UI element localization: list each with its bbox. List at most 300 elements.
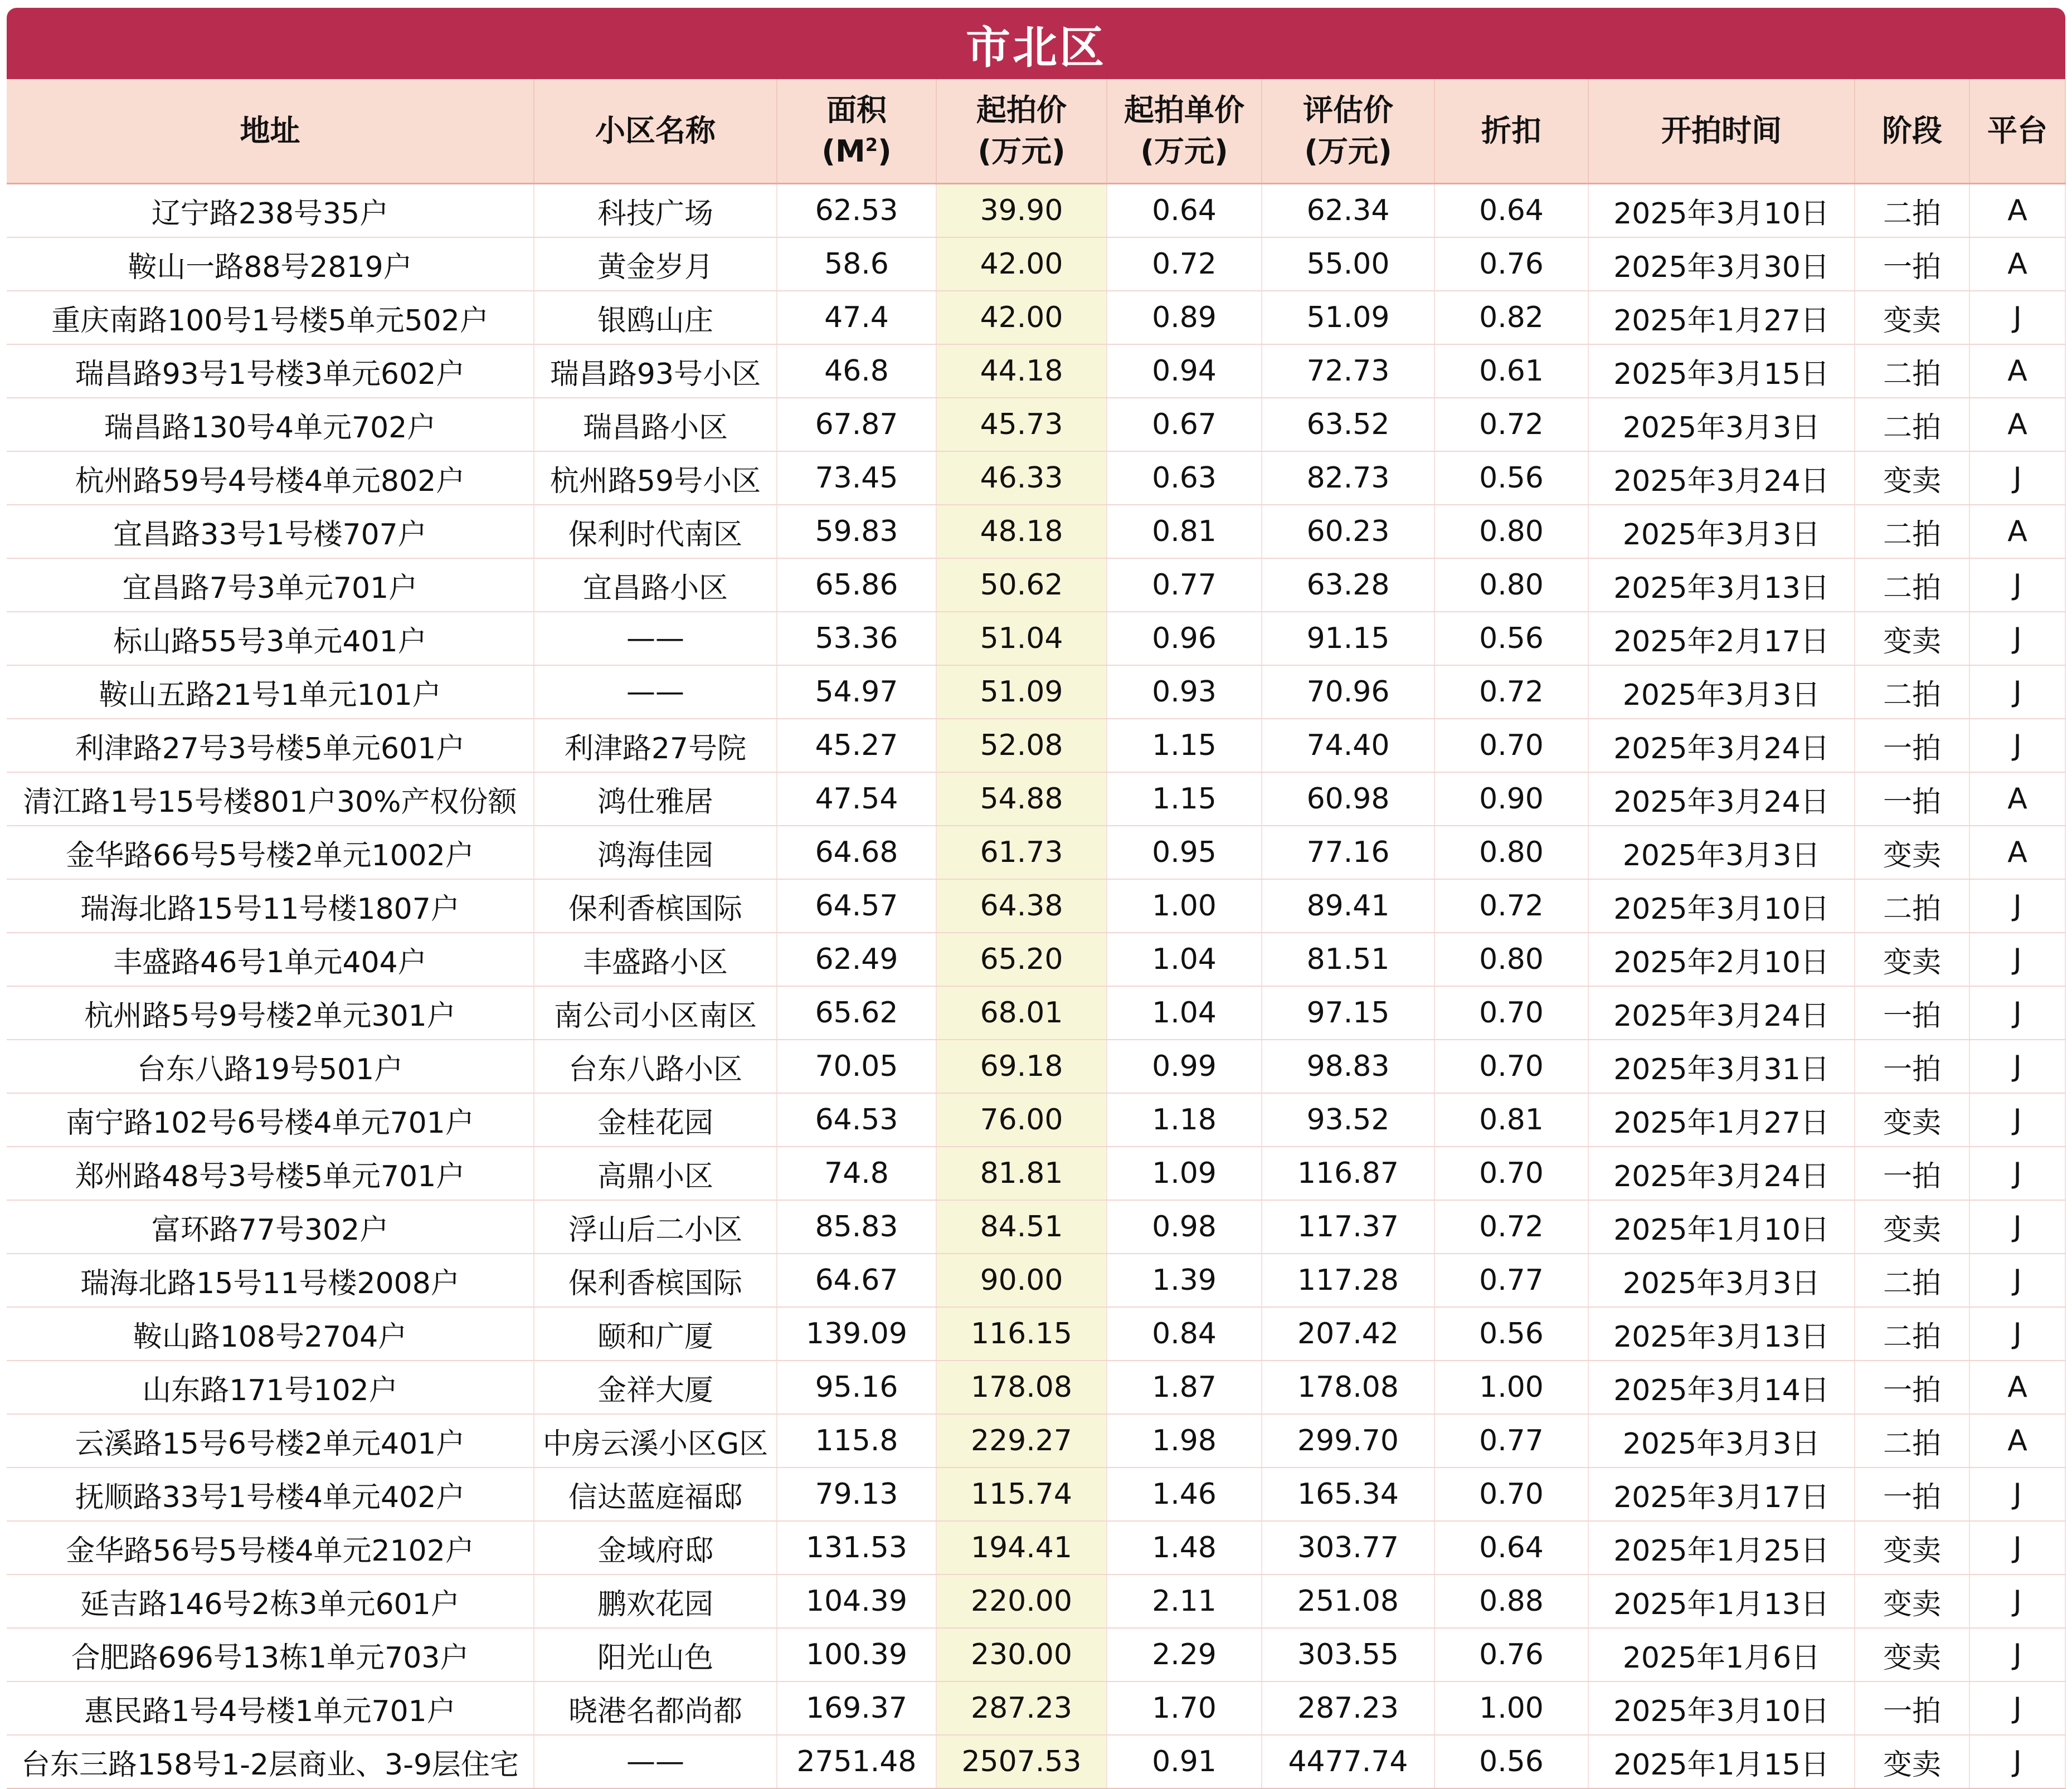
- cell-appraisal: 299.70: [1262, 1414, 1434, 1468]
- cell-discount: 0.72: [1434, 398, 1588, 451]
- cell-start-price: 54.88: [936, 772, 1107, 826]
- cell-address: 台东三路158号1-2层商业、3-9层住宅: [7, 1735, 534, 1788]
- cell-appraisal: 89.41: [1262, 879, 1434, 933]
- cell-address: 鞍山一路88号2819户: [7, 237, 534, 291]
- cell-stage: 变卖: [1855, 1574, 1969, 1628]
- cell-discount: 0.70: [1434, 719, 1588, 772]
- cell-unit-price: 1.04: [1107, 933, 1262, 986]
- cell-start-time: 2025年1月15日: [1588, 1735, 1855, 1788]
- cell-area: 62.53: [777, 184, 936, 238]
- cell-stage: 一拍: [1855, 986, 1969, 1040]
- cell-discount: 0.56: [1434, 1307, 1588, 1361]
- cell-stage: 变卖: [1855, 1628, 1969, 1681]
- header-start-price-line2: (万元): [977, 134, 1066, 169]
- cell-stage: 一拍: [1855, 1147, 1969, 1200]
- cell-community: 瑞昌路小区: [534, 398, 777, 451]
- cell-unit-price: 1.48: [1107, 1521, 1262, 1574]
- cell-appraisal: 74.40: [1262, 719, 1434, 772]
- cell-discount: 0.72: [1434, 879, 1588, 933]
- cell-area: 74.8: [777, 1147, 936, 1200]
- header-platform: 平台: [1969, 79, 2065, 184]
- cell-community: 瑞昌路93号小区: [534, 344, 777, 398]
- cell-start-price: 287.23: [936, 1681, 1107, 1735]
- cell-start-price: 69.18: [936, 1040, 1107, 1093]
- table-row: [7, 291, 2065, 344]
- cell-community: 中房云溪小区G区: [534, 1414, 777, 1468]
- cell-platform: J: [1969, 665, 2065, 719]
- cell-discount: 0.72: [1434, 1200, 1588, 1254]
- cell-unit-price: 1.46: [1107, 1468, 1262, 1521]
- cell-stage: 变卖: [1855, 1200, 1969, 1254]
- cell-area: 64.68: [777, 826, 936, 879]
- cell-platform: J: [1969, 986, 2065, 1040]
- cell-platform: J: [1969, 1735, 2065, 1788]
- cell-unit-price: 1.00: [1107, 879, 1262, 933]
- cell-start-time: 2025年1月27日: [1588, 291, 1855, 344]
- cell-address: 合肥路696号13栋1单元703户: [7, 1628, 534, 1681]
- cell-start-time: 2025年3月24日: [1588, 772, 1855, 826]
- cell-start-price: 68.01: [936, 986, 1107, 1040]
- cell-area: 64.53: [777, 1093, 936, 1147]
- cell-area: 46.8: [777, 344, 936, 398]
- cell-discount: 0.56: [1434, 1735, 1588, 1788]
- cell-unit-price: 0.84: [1107, 1307, 1262, 1361]
- cell-platform: A: [1969, 772, 2065, 826]
- cell-address: 鞍山路108号2704户: [7, 1307, 534, 1361]
- cell-start-price: 45.73: [936, 398, 1107, 451]
- cell-unit-price: 0.95: [1107, 826, 1262, 879]
- cell-discount: 0.80: [1434, 933, 1588, 986]
- cell-stage: 二拍: [1855, 398, 1969, 451]
- cell-unit-price: 2.11: [1107, 1574, 1262, 1628]
- cell-start-time: 2025年3月14日: [1588, 1361, 1855, 1414]
- cell-address: 郑州路48号3号楼5单元701户: [7, 1147, 534, 1200]
- cell-address: 瑞昌路93号1号楼3单元602户: [7, 344, 534, 398]
- cell-discount: 0.61: [1434, 344, 1588, 398]
- header-appraisal-line2: (万元): [1304, 134, 1392, 169]
- cell-address: 惠民路1号4号楼1单元701户: [7, 1681, 534, 1735]
- cell-community: 浮山后二小区: [534, 1200, 777, 1254]
- cell-platform: J: [1969, 933, 2065, 986]
- cell-discount: 1.00: [1434, 1361, 1588, 1414]
- cell-discount: 0.80: [1434, 505, 1588, 558]
- cell-stage: 二拍: [1855, 1254, 1969, 1307]
- cell-platform: J: [1969, 1147, 2065, 1200]
- cell-unit-price: 1.98: [1107, 1414, 1262, 1468]
- cell-appraisal: 72.73: [1262, 344, 1434, 398]
- cell-platform: J: [1969, 1574, 2065, 1628]
- header-start-price-line1: 起拍价: [976, 92, 1067, 128]
- cell-unit-price: 1.15: [1107, 772, 1262, 826]
- cell-appraisal: 81.51: [1262, 933, 1434, 986]
- cell-discount: 0.90: [1434, 772, 1588, 826]
- cell-address: 金华路56号5号楼4单元2102户: [7, 1521, 534, 1574]
- table-body: [7, 184, 2065, 1789]
- cell-area: 62.49: [777, 933, 936, 986]
- cell-area: 47.4: [777, 291, 936, 344]
- table-row: [7, 1147, 2065, 1200]
- cell-platform: A: [1969, 344, 2065, 398]
- cell-discount: 0.70: [1434, 1468, 1588, 1521]
- cell-start-time: 2025年3月24日: [1588, 1147, 1855, 1200]
- table-row: [7, 933, 2065, 986]
- cell-community: 杭州路59号小区: [534, 451, 777, 505]
- cell-discount: 1.00: [1434, 1681, 1588, 1735]
- table-row: [7, 451, 2065, 505]
- cell-start-time: 2025年3月3日: [1588, 1254, 1855, 1307]
- cell-start-price: 84.51: [936, 1200, 1107, 1254]
- cell-area: 58.6: [777, 237, 936, 291]
- cell-unit-price: 0.89: [1107, 291, 1262, 344]
- cell-community: 银鸥山庄: [534, 291, 777, 344]
- header-area-line2: $(M^2)$: [821, 134, 892, 169]
- cell-platform: J: [1969, 719, 2065, 772]
- cell-start-time: 2025年3月10日: [1588, 1681, 1855, 1735]
- table-row: [7, 398, 2065, 451]
- cell-community: ——: [534, 665, 777, 719]
- cell-appraisal: 55.00: [1262, 237, 1434, 291]
- cell-start-price: 115.74: [936, 1468, 1107, 1521]
- table-row: [7, 1468, 2065, 1521]
- cell-community: 晓港名都尚都: [534, 1681, 777, 1735]
- cell-discount: 0.70: [1434, 986, 1588, 1040]
- cell-area: 79.13: [777, 1468, 936, 1521]
- cell-platform: A: [1969, 398, 2065, 451]
- cell-start-time: 2025年3月24日: [1588, 986, 1855, 1040]
- cell-discount: 0.81: [1434, 1093, 1588, 1147]
- cell-discount: 0.70: [1434, 1040, 1588, 1093]
- cell-community: 阳光山色: [534, 1628, 777, 1681]
- cell-area: 65.86: [777, 558, 936, 612]
- cell-appraisal: 51.09: [1262, 291, 1434, 344]
- cell-platform: A: [1969, 1361, 2065, 1414]
- cell-discount: 0.56: [1434, 451, 1588, 505]
- cell-start-time: 2025年3月10日: [1588, 879, 1855, 933]
- cell-community: 保利香槟国际: [534, 879, 777, 933]
- cell-start-time: 2025年1月27日: [1588, 1093, 1855, 1147]
- cell-address: 金华路66号5号楼2单元1002户: [7, 826, 534, 879]
- cell-start-time: 2025年3月15日: [1588, 344, 1855, 398]
- cell-appraisal: 70.96: [1262, 665, 1434, 719]
- cell-unit-price: 0.98: [1107, 1200, 1262, 1254]
- cell-community: 金桂花园: [534, 1093, 777, 1147]
- district-title: 市北区: [7, 8, 2065, 79]
- cell-unit-price: 0.91: [1107, 1735, 1262, 1788]
- cell-community: 鸿仕雅居: [534, 772, 777, 826]
- table-row: [7, 184, 2065, 238]
- cell-stage: 二拍: [1855, 558, 1969, 612]
- cell-stage: 变卖: [1855, 826, 1969, 879]
- cell-stage: 一拍: [1855, 1468, 1969, 1521]
- cell-platform: J: [1969, 612, 2065, 665]
- cell-address: 宜昌路7号3单元701户: [7, 558, 534, 612]
- cell-platform: A: [1969, 505, 2065, 558]
- cell-stage: 二拍: [1855, 879, 1969, 933]
- cell-unit-price: 1.39: [1107, 1254, 1262, 1307]
- cell-area: 95.16: [777, 1361, 936, 1414]
- table-row: [7, 344, 2065, 398]
- cell-start-price: 116.15: [936, 1307, 1107, 1361]
- header-area: [777, 79, 936, 184]
- cell-stage: 二拍: [1855, 1307, 1969, 1361]
- cell-community: 南公司小区南区: [534, 986, 777, 1040]
- cell-community: 颐和广厦: [534, 1307, 777, 1361]
- table-row: [7, 1628, 2065, 1681]
- cell-stage: 变卖: [1855, 451, 1969, 505]
- cell-area: 73.45: [777, 451, 936, 505]
- cell-stage: 变卖: [1855, 1521, 1969, 1574]
- cell-community: 保利时代南区: [534, 505, 777, 558]
- auction-table-container: [7, 8, 2065, 1789]
- header-row: [7, 79, 2065, 184]
- cell-appraisal: 60.98: [1262, 772, 1434, 826]
- table-row: [7, 1521, 2065, 1574]
- cell-unit-price: 0.64: [1107, 184, 1262, 238]
- cell-discount: 0.77: [1434, 1414, 1588, 1468]
- cell-start-time: 2025年1月10日: [1588, 1200, 1855, 1254]
- cell-address: 杭州路5号9号楼2单元301户: [7, 986, 534, 1040]
- cell-unit-price: 1.09: [1107, 1147, 1262, 1200]
- cell-discount: 0.70: [1434, 1147, 1588, 1200]
- cell-address: 瑞海北路15号11号楼1807户: [7, 879, 534, 933]
- table-row: [7, 505, 2065, 558]
- cell-address: 云溪路15号6号楼2单元401户: [7, 1414, 534, 1468]
- cell-discount: 0.64: [1434, 184, 1588, 238]
- cell-unit-price: 1.70: [1107, 1681, 1262, 1735]
- cell-discount: 0.72: [1434, 665, 1588, 719]
- table-row: [7, 1735, 2065, 1788]
- cell-start-time: 2025年1月6日: [1588, 1628, 1855, 1681]
- cell-community: 科技广场: [534, 184, 777, 238]
- cell-discount: 0.76: [1434, 1628, 1588, 1681]
- cell-start-time: 2025年3月24日: [1588, 451, 1855, 505]
- cell-stage: 一拍: [1855, 1361, 1969, 1414]
- cell-appraisal: 116.87: [1262, 1147, 1434, 1200]
- table-row: [7, 986, 2065, 1040]
- cell-stage: 变卖: [1855, 291, 1969, 344]
- table-row: [7, 1361, 2065, 1414]
- cell-platform: J: [1969, 451, 2065, 505]
- cell-unit-price: 0.77: [1107, 558, 1262, 612]
- header-area-line1: 面积: [826, 92, 887, 128]
- cell-address: 辽宁路238号35户: [7, 184, 534, 238]
- table-row: [7, 1200, 2065, 1254]
- header-unit-price-line2: (万元): [1140, 134, 1228, 169]
- cell-stage: 一拍: [1855, 1681, 1969, 1735]
- cell-appraisal: 117.28: [1262, 1254, 1434, 1307]
- cell-start-time: 2025年3月3日: [1588, 505, 1855, 558]
- cell-area: 67.87: [777, 398, 936, 451]
- cell-community: 丰盛路小区: [534, 933, 777, 986]
- cell-start-price: 220.00: [936, 1574, 1107, 1628]
- cell-address: 利津路27号3号楼5单元601户: [7, 719, 534, 772]
- cell-address: 南宁路102号6号楼4单元701户: [7, 1093, 534, 1147]
- cell-start-time: 2025年3月3日: [1588, 1414, 1855, 1468]
- cell-stage: 变卖: [1855, 612, 1969, 665]
- cell-unit-price: 1.87: [1107, 1361, 1262, 1414]
- cell-start-time: 2025年3月3日: [1588, 665, 1855, 719]
- cell-platform: J: [1969, 1681, 2065, 1735]
- cell-community: 宜昌路小区: [534, 558, 777, 612]
- cell-platform: J: [1969, 1468, 2065, 1521]
- cell-address: 山东路171号102户: [7, 1361, 534, 1414]
- cell-stage: 二拍: [1855, 184, 1969, 238]
- cell-platform: J: [1969, 1200, 2065, 1254]
- table-row: [7, 612, 2065, 665]
- table-row: [7, 665, 2065, 719]
- cell-unit-price: 0.67: [1107, 398, 1262, 451]
- cell-appraisal: 251.08: [1262, 1574, 1434, 1628]
- cell-start-price: 76.00: [936, 1093, 1107, 1147]
- cell-start-time: 2025年3月17日: [1588, 1468, 1855, 1521]
- table-row: [7, 1307, 2065, 1361]
- cell-appraisal: 97.15: [1262, 986, 1434, 1040]
- cell-stage: 二拍: [1855, 665, 1969, 719]
- cell-platform: J: [1969, 558, 2065, 612]
- cell-appraisal: 4477.74: [1262, 1735, 1434, 1788]
- cell-community: ——: [534, 1735, 777, 1788]
- cell-community: 金祥大厦: [534, 1361, 777, 1414]
- cell-start-price: 50.62: [936, 558, 1107, 612]
- cell-address: 鞍山五路21号1单元101户: [7, 665, 534, 719]
- cell-appraisal: 165.34: [1262, 1468, 1434, 1521]
- cell-community: 利津路27号院: [534, 719, 777, 772]
- cell-community: 信达蓝庭福邸: [534, 1468, 777, 1521]
- cell-unit-price: 0.96: [1107, 612, 1262, 665]
- cell-area: 2751.48: [777, 1735, 936, 1788]
- cell-discount: 0.80: [1434, 826, 1588, 879]
- cell-unit-price: 0.99: [1107, 1040, 1262, 1093]
- table-row: [7, 1093, 2065, 1147]
- cell-platform: J: [1969, 879, 2065, 933]
- cell-address: 宜昌路33号1号楼707户: [7, 505, 534, 558]
- cell-appraisal: 77.16: [1262, 826, 1434, 879]
- cell-discount: 0.80: [1434, 558, 1588, 612]
- header-unit-price: [1107, 79, 1262, 184]
- cell-platform: J: [1969, 1521, 2065, 1574]
- cell-discount: 0.82: [1434, 291, 1588, 344]
- cell-area: 115.8: [777, 1414, 936, 1468]
- cell-stage: 一拍: [1855, 1040, 1969, 1093]
- cell-area: 54.97: [777, 665, 936, 719]
- cell-start-price: 52.08: [936, 719, 1107, 772]
- header-start-price: [936, 79, 1107, 184]
- cell-unit-price: 0.93: [1107, 665, 1262, 719]
- cell-start-time: 2025年3月3日: [1588, 826, 1855, 879]
- cell-address: 瑞昌路130号4单元702户: [7, 398, 534, 451]
- table-row: [7, 826, 2065, 879]
- header-stage: 阶段: [1855, 79, 1969, 184]
- cell-stage: 一拍: [1855, 237, 1969, 291]
- cell-discount: 0.64: [1434, 1521, 1588, 1574]
- cell-community: 黄金岁月: [534, 237, 777, 291]
- cell-start-time: 2025年3月13日: [1588, 1307, 1855, 1361]
- cell-appraisal: 60.23: [1262, 505, 1434, 558]
- cell-stage: 变卖: [1855, 1093, 1969, 1147]
- cell-start-price: 81.81: [936, 1147, 1107, 1200]
- cell-area: 139.09: [777, 1307, 936, 1361]
- cell-stage: 二拍: [1855, 344, 1969, 398]
- table-row: [7, 879, 2065, 933]
- cell-stage: 二拍: [1855, 1414, 1969, 1468]
- cell-platform: J: [1969, 1254, 2065, 1307]
- header-appraisal: [1262, 79, 1434, 184]
- table-row: [7, 1040, 2065, 1093]
- cell-area: 53.36: [777, 612, 936, 665]
- cell-start-time: 2025年1月25日: [1588, 1521, 1855, 1574]
- cell-appraisal: 93.52: [1262, 1093, 1434, 1147]
- cell-unit-price: 0.63: [1107, 451, 1262, 505]
- table-row: [7, 1414, 2065, 1468]
- cell-start-price: 46.33: [936, 451, 1107, 505]
- header-start-time: 开拍时间: [1588, 79, 1855, 184]
- cell-start-price: 230.00: [936, 1628, 1107, 1681]
- cell-address: 台东八路19号501户: [7, 1040, 534, 1093]
- cell-start-price: 42.00: [936, 237, 1107, 291]
- cell-platform: A: [1969, 237, 2065, 291]
- cell-start-time: 2025年3月13日: [1588, 558, 1855, 612]
- table-row: [7, 719, 2065, 772]
- cell-start-time: 2025年2月17日: [1588, 612, 1855, 665]
- cell-unit-price: 1.04: [1107, 986, 1262, 1040]
- cell-start-price: 64.38: [936, 879, 1107, 933]
- cell-address: 重庆南路100号1号楼5单元502户: [7, 291, 534, 344]
- cell-start-price: 90.00: [936, 1254, 1107, 1307]
- header-discount: 折扣: [1434, 79, 1588, 184]
- cell-appraisal: 91.15: [1262, 612, 1434, 665]
- cell-area: 47.54: [777, 772, 936, 826]
- cell-stage: 二拍: [1855, 505, 1969, 558]
- cell-unit-price: 1.18: [1107, 1093, 1262, 1147]
- cell-platform: J: [1969, 291, 2065, 344]
- cell-stage: 变卖: [1855, 1735, 1969, 1788]
- cell-start-price: 229.27: [936, 1414, 1107, 1468]
- cell-appraisal: 303.55: [1262, 1628, 1434, 1681]
- cell-address: 抚顺路33号1号楼4单元402户: [7, 1468, 534, 1521]
- cell-start-price: 194.41: [936, 1521, 1107, 1574]
- cell-appraisal: 82.73: [1262, 451, 1434, 505]
- cell-community: 高鼎小区: [534, 1147, 777, 1200]
- cell-start-time: 2025年1月13日: [1588, 1574, 1855, 1628]
- cell-stage: 变卖: [1855, 933, 1969, 986]
- header-community: 小区名称: [534, 79, 777, 184]
- table-row: [7, 1681, 2065, 1735]
- cell-area: 65.62: [777, 986, 936, 1040]
- cell-platform: J: [1969, 1040, 2065, 1093]
- cell-address: 丰盛路46号1单元404户: [7, 933, 534, 986]
- cell-appraisal: 287.23: [1262, 1681, 1434, 1735]
- cell-start-price: 48.18: [936, 505, 1107, 558]
- cell-unit-price: 0.72: [1107, 237, 1262, 291]
- cell-area: 64.67: [777, 1254, 936, 1307]
- cell-start-price: 51.04: [936, 612, 1107, 665]
- cell-platform: J: [1969, 1093, 2065, 1147]
- cell-platform: J: [1969, 1628, 2065, 1681]
- cell-address: 瑞海北路15号11号楼2008户: [7, 1254, 534, 1307]
- cell-area: 104.39: [777, 1574, 936, 1628]
- cell-appraisal: 303.77: [1262, 1521, 1434, 1574]
- cell-community: 金域府邸: [534, 1521, 777, 1574]
- cell-start-price: 2507.53: [936, 1735, 1107, 1788]
- cell-start-price: 51.09: [936, 665, 1107, 719]
- cell-address: 富环路77号302户: [7, 1200, 534, 1254]
- cell-appraisal: 98.83: [1262, 1040, 1434, 1093]
- cell-start-price: 65.20: [936, 933, 1107, 986]
- cell-start-time: 2025年3月31日: [1588, 1040, 1855, 1093]
- cell-platform: J: [1969, 1307, 2065, 1361]
- cell-unit-price: 1.15: [1107, 719, 1262, 772]
- cell-appraisal: 207.42: [1262, 1307, 1434, 1361]
